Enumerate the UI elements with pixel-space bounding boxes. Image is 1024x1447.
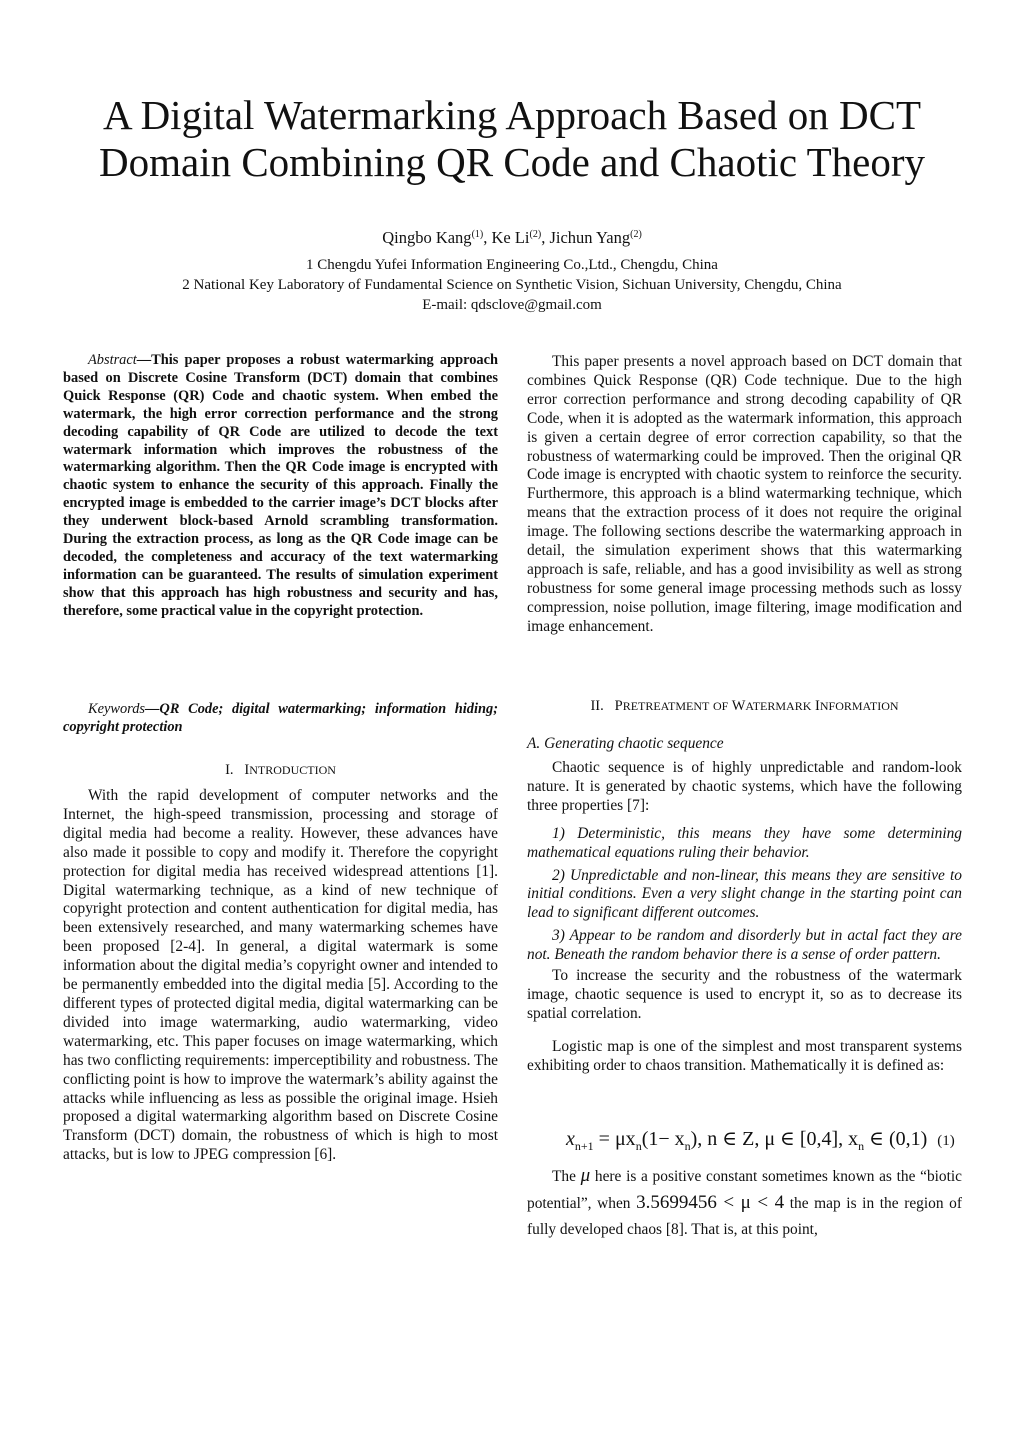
equation-subscript: n: [858, 1139, 865, 1153]
property-item: 1) Deterministic, this means they have some determining mathematical equations ruling their behavior.: [527, 824, 962, 861]
mu-range-inequality: 3.5699456 < μ < 4: [636, 1192, 785, 1213]
chaos-body: [527, 759, 962, 1076]
keywords-text: QR Code; digital watermarking; information hiding; copyright protection: [63, 701, 498, 735]
logistic-map-equation: [566, 1126, 955, 1154]
author-line: Qingbo Kang$^{(1)}$, Ke Li$^{(2)}$, Jichun Yang$^{(2)}$: [382, 228, 642, 247]
text-fragment: The: [552, 1168, 581, 1185]
equation-lhs: x: [566, 1128, 575, 1150]
keywords-dash: —: [145, 701, 160, 717]
security-paragraph: To increase the security and the robustness of the watermark image, chaotic sequence is used to encrypt it, so as to decrease its spatial correlation.: [527, 967, 962, 1022]
introduction-continued: [527, 353, 962, 637]
text-fragment: here is a positive constant sometimes known as the “biotic potential”, when: [527, 1168, 963, 1212]
property-item: 2) Unpredictable and non-linear, this means they are sensitive to initial conditions. Even a very slight change in the starting point can lead to significant different outcomes.: [527, 866, 962, 922]
keywords-paragraph: [63, 701, 498, 737]
subsection-heading-chaotic: [527, 735, 962, 753]
abstract-dash: —: [136, 352, 152, 368]
mu-symbol: μ: [580, 1165, 591, 1186]
abstract-paragraph: [63, 352, 498, 621]
subsection-title: A. Generating chaotic sequence: [527, 735, 724, 752]
section-title-rest: NTRODUCTION: [249, 763, 336, 777]
section-heading-introduction: [63, 762, 498, 779]
final-body: [527, 1163, 962, 1243]
section-title-word1-rest: RETREATMENT: [622, 699, 710, 713]
equation-term: (1− x: [641, 1128, 685, 1150]
logistic-paragraph: Logistic map is one of the simplest and most transparent systems exhibiting order to chaos transition. Mathematically it is defined as:: [527, 1037, 962, 1074]
author-name: Jichun Yang: [549, 228, 631, 247]
section-title-of: OF: [712, 699, 729, 713]
author-name: Ke Li: [491, 228, 530, 247]
section-title-word2-rest: ATERMARK: [745, 699, 812, 713]
section-title-word3-initial: I: [815, 698, 820, 714]
equation-term: ), n ∈ Z, μ ∈ [0,4], x: [690, 1128, 859, 1150]
introduction-body: [63, 787, 498, 1165]
author-affiliation-mark: (1): [471, 229, 484, 240]
section-number: I.: [225, 762, 234, 778]
equation-lhs-subscript: n+1: [574, 1139, 594, 1153]
section-title-initial: I: [244, 762, 250, 778]
affiliation-1: 1 Chengdu Yufei Information Engineering Co.,Ltd., Chengdu, China: [306, 257, 718, 273]
introduction-paragraph: With the rapid development of computer networks and the Internet, the high-speed transmission, processing and storage of digital media had become a reality. However, these advances have also made it possible to copy and modify it. Therefore the copyright protection for digital media has received widespread attentions [1]. Digital watermarking technique, as a kind of new technique of copyright protection and content authentication for digital media, has been extensively researched, and many watermarking schemes have been proposed [2-4]. In general, a digital watermark is some information about the digital media’s copyright owner and intended to be permanently embedded into the digital media [5]. According to the different types of protected digital media, digital watermarking can be divided into image watermarking, audio watermarking, video watermarking, etc. This paper focuses on image watermarking, which has two conflicting requirements: imperceptibility and robustness. The conflicting point is how to improve the watermark’s ability against the attacks while influencing as less as possible the original image. Hsieh proposed a digital watermarking algorithm based on Discrete Cosine Transform (DCT) domain, the robustness of which is high to most attacks, but is low to JPEG compression [6].: [63, 787, 498, 1164]
chaos-intro-paragraph: Chaotic sequence is of highly unpredictable and random-look nature. It is generated by chaotic systems, which have the following three properties [7]:: [527, 759, 962, 814]
keywords-label: Keywords: [88, 701, 146, 717]
property-item: 3) Appear to be random and disorderly but in actal fact they are not. Beneath the random behavior there is a sense of order pattern.: [527, 927, 962, 964]
affiliation-2: 2 National Key Laboratory of Fundamental Science on Synthetic Vision, Sichuan University, Chengdu, China: [182, 277, 842, 293]
author-name: Qingbo Kang: [382, 228, 472, 247]
biotic-potential-paragraph: [527, 1163, 962, 1243]
author-affiliation-mark: (2): [529, 229, 542, 240]
equation-term: ∈ (0,1): [864, 1128, 928, 1150]
paper-title: A Digital Watermarking Approach Based on DCT Domain Combining QR Code and Chaotic Theory: [99, 92, 925, 185]
section-heading-pretreatment: [527, 698, 962, 715]
text-fragment: the map is in the region of fully developed chaos [8]. That is, at this point,: [527, 1195, 962, 1238]
abstract-text: This paper proposes a robust watermarking approach based on Discrete Cosine Transform (DCT) domain that combines Quick Response (QR) Code and chaotic system. When embed the watermark, the high error correction performance and the strong decoding capability of QR Code are utilized to decode the text watermark information which improves the robustness of the watermarking algorithm. Then the QR Code image is encrypted with chaotic system to enhance the security of this approach. Finally the encrypted image is embedded to the carrier image’s DCT blocks after they underwent block-based Arnold scrambling transformation. During the extraction process, as long as the QR Code image can be decoded, the completeness and accuracy of the text watermarking information can be guaranteed. The results of simulation experiment show that this approach has high robustness and security and has, therefore, some practical value in the copyright protection.: [63, 352, 498, 619]
abstract-block: [63, 352, 498, 621]
equation-number: (1): [937, 1133, 955, 1149]
keywords-block: [63, 701, 498, 737]
section-title-word3-rest: NFORMATION: [819, 699, 899, 713]
abstract-label: Abstract: [88, 352, 137, 368]
equation-term: = μx: [593, 1128, 636, 1150]
email-address: E-mail: qdsclove@gmail.com: [422, 297, 602, 313]
section-title-word2-initial: W: [731, 698, 746, 714]
equation-subscript: n: [635, 1139, 642, 1153]
introduction-paragraph-2: This paper presents a novel approach based on DCT domain that combines Quick Response (QR) Code technique. Due to the high error correction performance and strong decoding capability of QR Code, when it is adopted as the watermark information, this approach is given a certain degree of error correction capability, so that the robustness of watermarking could be improved. Then the original QR Code image is encrypted with chaotic system to reinforce the security. Furthermore, this approach is a blind watermarking technique, which means that the extraction process of it does not require the original image. The following sections describe the watermarking approach in detail, the simulation experiment shows that this watermarking approach is safe, reliable, and has a good invisibility as well as strong robustness for some general image processing methods such as lossy compression, noise pollution, image filtering, image modification and image enhancement.: [527, 353, 962, 635]
section-title-word1-initial: P: [614, 698, 623, 714]
equation-subscript: n: [684, 1139, 691, 1153]
author-affiliation-mark: (2): [630, 229, 642, 240]
section-number: II.: [590, 698, 604, 714]
